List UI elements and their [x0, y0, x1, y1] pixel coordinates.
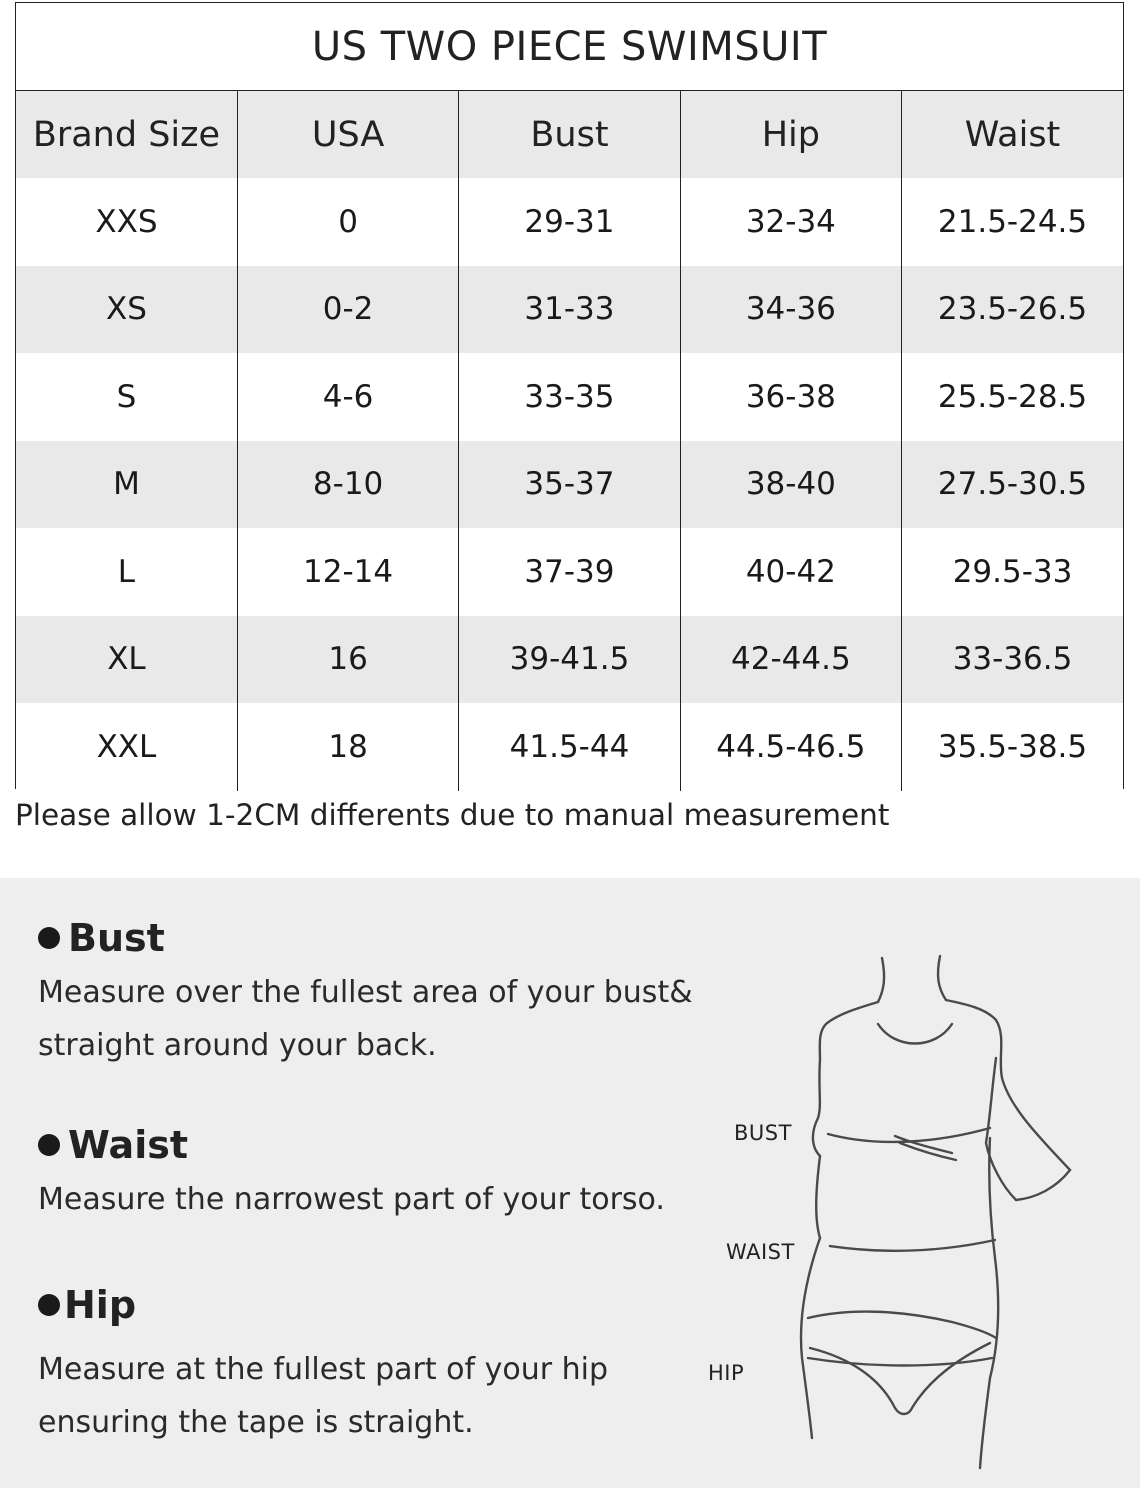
hip-text-line-1: Measure at the fullest part of your hip	[38, 1352, 609, 1387]
hip-instructions	[38, 1283, 718, 1449]
bust-instructions	[38, 916, 718, 1072]
bullet-icon	[38, 927, 60, 949]
table-row	[16, 441, 1123, 529]
cell-hip: 44.5-46.5	[680, 703, 901, 791]
waist-heading: Waist	[68, 1123, 189, 1167]
header-hip: Hip	[680, 91, 901, 178]
cell-bust: 33-35	[459, 353, 680, 441]
cell-brand-size: XXL	[96, 728, 157, 765]
header-usa: USA	[237, 91, 458, 178]
cell-bust: 41.5-44	[459, 703, 680, 791]
cell-brand-size: XXS	[95, 203, 158, 240]
cell-waist: 21.5-24.5	[902, 178, 1123, 266]
cell-bust: 29-31	[459, 178, 680, 266]
bust-text-line-1: Measure over the fullest area of your bust&	[38, 975, 693, 1010]
table-row	[16, 266, 1123, 354]
bust-heading: Bust	[68, 916, 165, 960]
waist-instructions	[38, 1123, 718, 1226]
table-row	[16, 178, 1123, 266]
header-brand-size: Brand Size	[32, 114, 221, 155]
header-waist: Waist	[902, 91, 1123, 178]
cell-hip: 40-42	[680, 528, 901, 616]
body-outline-illustration	[690, 938, 1140, 1488]
chart-title: US TWO PIECE SWIMSUIT	[16, 3, 1123, 91]
cell-usa: 0-2	[237, 266, 458, 354]
cell-hip: 32-34	[680, 178, 901, 266]
cell-waist: 33-36.5	[902, 616, 1123, 704]
cell-bust: 31-33	[459, 266, 680, 354]
measurement-guide	[0, 878, 1140, 1488]
hip-heading: Hip	[64, 1283, 137, 1327]
table-row	[16, 353, 1123, 441]
hip-text-line-2: ensuring the tape is straight.	[38, 1405, 474, 1440]
cell-usa: 16	[237, 616, 458, 704]
cell-usa: 4-6	[237, 353, 458, 441]
cell-bust: 37-39	[459, 528, 680, 616]
cell-usa: 18	[237, 703, 458, 791]
bust-text-line-2: straight around your back.	[38, 1028, 437, 1063]
table-row	[16, 703, 1123, 791]
bullet-icon	[38, 1294, 60, 1316]
cell-waist: 23.5-26.5	[902, 266, 1123, 354]
cell-hip: 34-36	[680, 266, 901, 354]
cell-hip: 38-40	[680, 441, 901, 529]
cell-waist: 27.5-30.5	[902, 441, 1123, 529]
header-bust: Bust	[459, 91, 680, 178]
cell-usa: 8-10	[237, 441, 458, 529]
cell-waist: 29.5-33	[902, 528, 1123, 616]
table-header-row	[16, 91, 1123, 178]
cell-brand-size: M	[113, 466, 140, 503]
size-chart	[15, 2, 1124, 789]
cell-hip: 42-44.5	[680, 616, 901, 704]
figure-label-bust: BUST	[734, 1121, 792, 1145]
figure-label-waist: WAIST	[726, 1240, 795, 1264]
cell-waist: 35.5-38.5	[902, 703, 1123, 791]
cell-bust: 39-41.5	[459, 616, 680, 704]
cell-hip: 36-38	[680, 353, 901, 441]
bullet-icon	[38, 1134, 60, 1156]
figure-label-hip: HIP	[708, 1361, 745, 1385]
cell-brand-size: S	[116, 378, 137, 415]
cell-usa: 0	[237, 178, 458, 266]
cell-usa: 12-14	[237, 528, 458, 616]
cell-brand-size: L	[117, 553, 136, 590]
table-row	[16, 528, 1123, 616]
measurement-note: Please allow 1-2CM differents due to manual measurement	[15, 798, 890, 832]
cell-bust: 35-37	[459, 441, 680, 529]
cell-waist: 25.5-28.5	[902, 353, 1123, 441]
table-row	[16, 616, 1123, 704]
cell-brand-size: XL	[107, 641, 146, 678]
cell-brand-size: XS	[105, 291, 147, 328]
waist-text-line-1: Measure the narrowest part of your torso.	[38, 1182, 665, 1217]
size-table	[16, 91, 1123, 791]
